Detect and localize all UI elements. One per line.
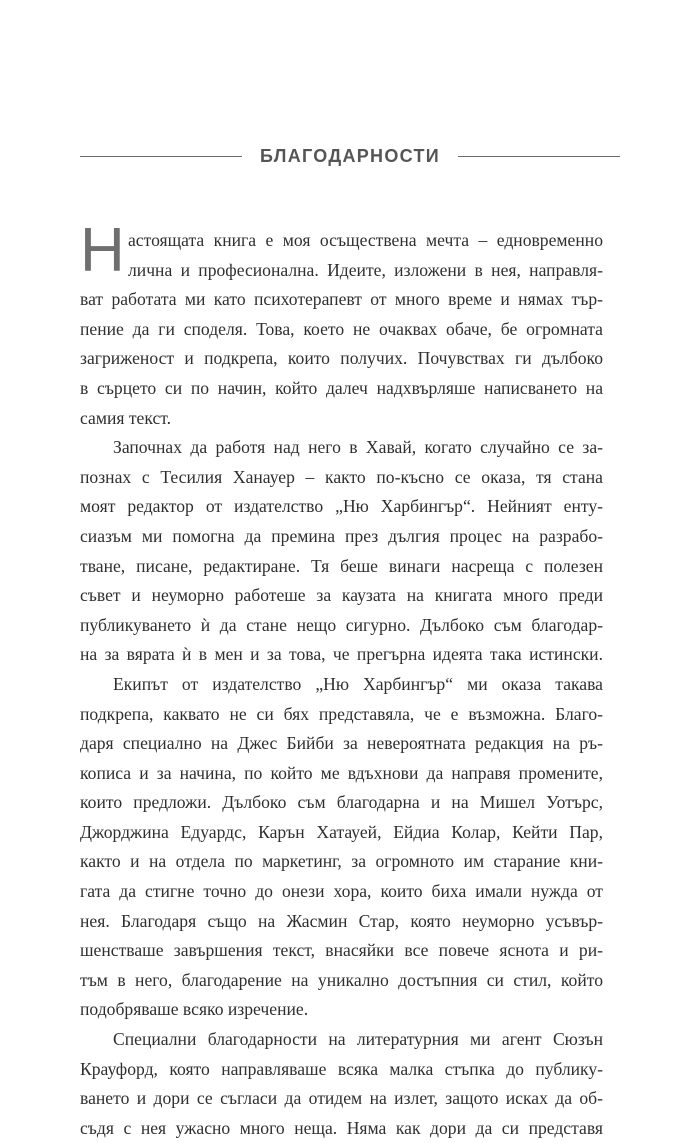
text-line: Започнах да работя над него в Хавай, когато случайно се за- <box>113 437 603 458</box>
text-line: сиазъм ми помогна да премина през дългия процес на разрабо- <box>80 525 603 546</box>
text-line: публикуването ѝ да стане нещо сигурно. Дълбоко съм благодар- <box>80 614 603 635</box>
text-line: нея. Благодаря също на Жасмин Стар, която неуморно усъвър- <box>80 910 603 931</box>
text-line: лична и професионална. Идеите, изложени в нея, направля- <box>128 259 603 280</box>
right-rule <box>458 156 620 157</box>
text-line: Крауфорд, която направляваше всяка малка стъпка до публику- <box>80 1058 603 1079</box>
text-line: ват работата ми като психотерапевт от много време и нямах тър- <box>80 289 603 310</box>
text-line: в сърцето си по начин, който далеч надхвърляше написването на <box>80 377 603 398</box>
text-line: както и на отдела по маркетинг, за огромното им старание кни- <box>80 851 603 872</box>
text-line: даря специално на Джес Бийби за невероятната редакция на ръ- <box>80 733 603 754</box>
text-line: подобряваше всяко изречение. <box>80 999 309 1020</box>
text-line: астоящата книга е моя осъществена мечта – едновременно <box>128 230 603 250</box>
text-line: Специални благодарности на литературния ми агент Сюзън <box>113 1029 603 1050</box>
text-line: съвет и неуморно работеше за каузата на книгата много преди <box>80 585 603 606</box>
text-line: познах с Тесилия Ханауер – както по-късно се оказа, тя стана <box>80 466 603 487</box>
text-line: загриженост и подкрепа, които получих. Почувствах ги дълбоко <box>80 348 603 369</box>
text-line: Джорджина Едуардс, Карън Хатауей, Ейдиа Колар, Кейти Пар, <box>80 821 603 842</box>
text-line: подкрепа, каквато не си бях представяла, че е възможна. Благо- <box>80 703 603 724</box>
left-rule <box>80 156 242 157</box>
text-line: гата да стигне точно до онези хора, които биха имали нужда от <box>80 881 603 902</box>
text-line: на за вярата ѝ в мен и за това, че прегърна идеята така истински. <box>80 644 603 665</box>
text-line: Екипът от издателство „Ню Харбингър“ ми оказа такава <box>113 673 603 694</box>
text-line: моят редактор от издателство „Ню Харбингър“. Нейният енту- <box>80 496 603 517</box>
section-title: БЛАГОДАРНОСТИ <box>259 145 441 166</box>
text-line: които предложи. Дълбоко съм благодарна и на Мишел Уотърс, <box>80 792 603 813</box>
text-line: самия текст. <box>80 407 172 428</box>
text-line: тване, писане, редактиране. Тя беше винаги насреща с полезен <box>80 555 603 576</box>
text-line: пение да ги споделя. Това, което не очаквах обаче, бе огромната <box>80 318 603 339</box>
text-line: ването и дори се съгласи да отидем на излет, защото исках да об- <box>80 1088 603 1109</box>
text-line: съдя с нея ужасно много неща. Няма как дори да си представя <box>80 1117 603 1138</box>
section-heading-row <box>80 142 620 170</box>
drop-cap: Н <box>80 216 125 285</box>
body-text <box>80 226 603 1143</box>
text-line: тъм в него, благодарение на уникално достъпния си стил, който <box>80 969 603 990</box>
text-line: шенстваше завършения текст, внасяйки все повече яснота и ри- <box>80 940 603 961</box>
text-line: кописа и за начина, по който ме вдъхнови да направя промените, <box>80 762 603 783</box>
